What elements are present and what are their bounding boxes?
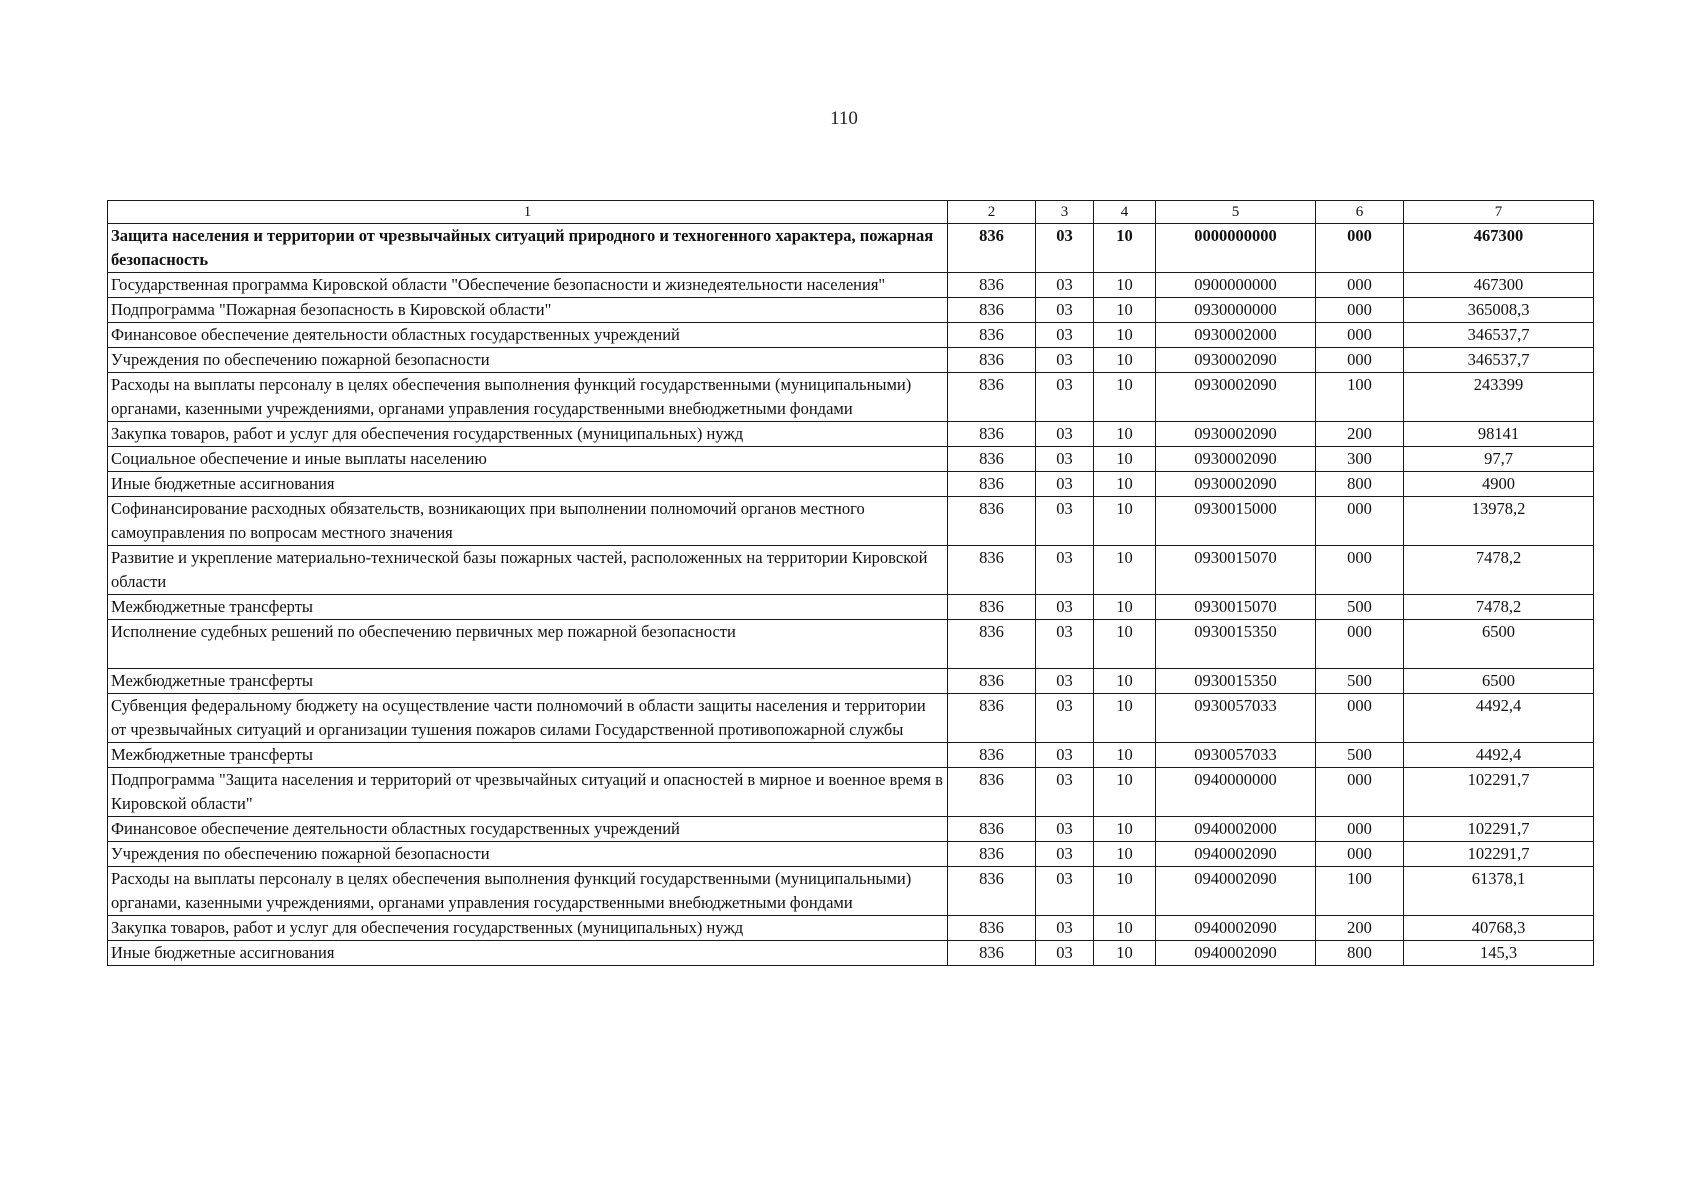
table-row xyxy=(108,373,1594,422)
cell-expense-type: 000 xyxy=(1316,842,1404,867)
table-row xyxy=(108,447,1594,472)
cell-code-2: 836 xyxy=(948,941,1036,966)
cell-expense-type: 000 xyxy=(1316,224,1404,273)
cell-target-article: 0930002090 xyxy=(1156,472,1316,497)
cell-name: Межбюджетные трансферты xyxy=(108,595,948,620)
cell-code-2: 836 xyxy=(948,768,1036,817)
cell-name: Расходы на выплаты персоналу в целях обеспечения выполнения функций государственными (муниципальными) органами, казенными учреждениями, органами управления государственными внебюджетными фондами xyxy=(108,373,948,422)
cell-target-article: 0930057033 xyxy=(1156,743,1316,768)
cell-subsection: 10 xyxy=(1094,323,1156,348)
cell-subsection: 10 xyxy=(1094,422,1156,447)
cell-target-article: 0940002090 xyxy=(1156,842,1316,867)
cell-name: Закупка товаров, работ и услуг для обеспечения государственных (муниципальных) нужд xyxy=(108,422,948,447)
header-cell-5: 5 xyxy=(1156,201,1316,224)
cell-name: Софинансирование расходных обязательств, возникающих при выполнении полномочий органов местного самоуправления по вопросам местного значения xyxy=(108,497,948,546)
header-row xyxy=(108,201,1594,224)
table-row xyxy=(108,669,1594,694)
cell-expense-type: 000 xyxy=(1316,620,1404,669)
cell-subsection: 10 xyxy=(1094,817,1156,842)
cell-expense-type: 000 xyxy=(1316,348,1404,373)
cell-section: 03 xyxy=(1036,323,1094,348)
table-row xyxy=(108,743,1594,768)
cell-code-2: 836 xyxy=(948,298,1036,323)
cell-subsection: 10 xyxy=(1094,694,1156,743)
cell-subsection: 10 xyxy=(1094,447,1156,472)
cell-code-2: 836 xyxy=(948,595,1036,620)
cell-section: 03 xyxy=(1036,273,1094,298)
cell-section: 03 xyxy=(1036,669,1094,694)
cell-subsection: 10 xyxy=(1094,273,1156,298)
cell-code-2: 836 xyxy=(948,817,1036,842)
cell-name: Исполнение судебных решений по обеспечению первичных мер пожарной безопасности xyxy=(108,620,948,669)
cell-subsection: 10 xyxy=(1094,941,1156,966)
cell-amount: 102291,7 xyxy=(1404,842,1594,867)
cell-expense-type: 500 xyxy=(1316,743,1404,768)
cell-name: Межбюджетные трансферты xyxy=(108,743,948,768)
cell-expense-type: 800 xyxy=(1316,941,1404,966)
cell-amount: 365008,3 xyxy=(1404,298,1594,323)
cell-subsection: 10 xyxy=(1094,546,1156,595)
cell-name: Межбюджетные трансферты xyxy=(108,669,948,694)
cell-subsection: 10 xyxy=(1094,472,1156,497)
cell-target-article: 0900000000 xyxy=(1156,273,1316,298)
cell-expense-type: 200 xyxy=(1316,916,1404,941)
cell-name: Иные бюджетные ассигнования xyxy=(108,941,948,966)
cell-subsection: 10 xyxy=(1094,743,1156,768)
cell-amount: 467300 xyxy=(1404,224,1594,273)
cell-amount: 102291,7 xyxy=(1404,768,1594,817)
cell-expense-type: 100 xyxy=(1316,867,1404,916)
cell-section: 03 xyxy=(1036,743,1094,768)
cell-amount: 13978,2 xyxy=(1404,497,1594,546)
cell-section: 03 xyxy=(1036,447,1094,472)
cell-section: 03 xyxy=(1036,373,1094,422)
table-body xyxy=(108,201,1594,966)
cell-target-article: 0940002090 xyxy=(1156,941,1316,966)
cell-amount: 97,7 xyxy=(1404,447,1594,472)
cell-amount: 346537,7 xyxy=(1404,323,1594,348)
cell-subsection: 10 xyxy=(1094,768,1156,817)
cell-code-2: 836 xyxy=(948,447,1036,472)
cell-name: Субвенция федеральному бюджету на осуществление части полномочий в области защиты населения и территории от чрезвычайных ситуаций и организации тушения пожаров силами Государственной противопожарной службы xyxy=(108,694,948,743)
cell-name: Закупка товаров, работ и услуг для обеспечения государственных (муниципальных) нужд xyxy=(108,916,948,941)
table-row xyxy=(108,298,1594,323)
cell-target-article: 0930015070 xyxy=(1156,595,1316,620)
cell-amount: 243399 xyxy=(1404,373,1594,422)
cell-amount: 4900 xyxy=(1404,472,1594,497)
cell-code-2: 836 xyxy=(948,497,1036,546)
table-row xyxy=(108,867,1594,916)
cell-name: Развитие и укрепление материально-технической базы пожарных частей, расположенных на территории Кировской области xyxy=(108,546,948,595)
cell-name: Учреждения по обеспечению пожарной безопасности xyxy=(108,348,948,373)
header-cell-6: 6 xyxy=(1316,201,1404,224)
cell-amount: 98141 xyxy=(1404,422,1594,447)
cell-target-article: 0940002090 xyxy=(1156,916,1316,941)
cell-name: Подпрограмма "Пожарная безопасность в Кировской области" xyxy=(108,298,948,323)
cell-section: 03 xyxy=(1036,422,1094,447)
table-row xyxy=(108,842,1594,867)
cell-name: Социальное обеспечение и иные выплаты населению xyxy=(108,447,948,472)
cell-target-article: 0930015350 xyxy=(1156,620,1316,669)
table-row xyxy=(108,546,1594,595)
header-cell-3: 3 xyxy=(1036,201,1094,224)
cell-expense-type: 500 xyxy=(1316,669,1404,694)
cell-amount: 40768,3 xyxy=(1404,916,1594,941)
cell-expense-type: 000 xyxy=(1316,768,1404,817)
cell-expense-type: 000 xyxy=(1316,323,1404,348)
cell-code-2: 836 xyxy=(948,224,1036,273)
cell-subsection: 10 xyxy=(1094,348,1156,373)
table-row xyxy=(108,817,1594,842)
cell-code-2: 836 xyxy=(948,323,1036,348)
cell-amount: 467300 xyxy=(1404,273,1594,298)
cell-name: Государственная программа Кировской области "Обеспечение безопасности и жизнедеятельности населения" xyxy=(108,273,948,298)
cell-expense-type: 500 xyxy=(1316,595,1404,620)
table-row xyxy=(108,472,1594,497)
cell-code-2: 836 xyxy=(948,867,1036,916)
cell-code-2: 836 xyxy=(948,842,1036,867)
cell-code-2: 836 xyxy=(948,743,1036,768)
cell-subsection: 10 xyxy=(1094,669,1156,694)
cell-amount: 145,3 xyxy=(1404,941,1594,966)
cell-amount: 61378,1 xyxy=(1404,867,1594,916)
cell-section: 03 xyxy=(1036,298,1094,323)
cell-subsection: 10 xyxy=(1094,224,1156,273)
cell-amount: 102291,7 xyxy=(1404,817,1594,842)
cell-section: 03 xyxy=(1036,546,1094,595)
cell-section: 03 xyxy=(1036,768,1094,817)
cell-target-article: 0940002000 xyxy=(1156,817,1316,842)
cell-target-article: 0930002000 xyxy=(1156,323,1316,348)
table-row xyxy=(108,768,1594,817)
table-row xyxy=(108,224,1594,273)
cell-expense-type: 800 xyxy=(1316,472,1404,497)
table-row xyxy=(108,273,1594,298)
cell-name: Учреждения по обеспечению пожарной безопасности xyxy=(108,842,948,867)
cell-section: 03 xyxy=(1036,224,1094,273)
cell-subsection: 10 xyxy=(1094,298,1156,323)
cell-name: Расходы на выплаты персоналу в целях обеспечения выполнения функций государственными (муниципальными) органами, казенными учреждениями, органами управления государственными внебюджетными фондами xyxy=(108,867,948,916)
cell-subsection: 10 xyxy=(1094,497,1156,546)
cell-section: 03 xyxy=(1036,472,1094,497)
cell-code-2: 836 xyxy=(948,348,1036,373)
cell-expense-type: 000 xyxy=(1316,817,1404,842)
cell-name: Защита населения и территории от чрезвычайных ситуаций природного и техногенного характера, пожарная безопасность xyxy=(108,224,948,273)
cell-subsection: 10 xyxy=(1094,916,1156,941)
cell-section: 03 xyxy=(1036,842,1094,867)
cell-target-article: 0930000000 xyxy=(1156,298,1316,323)
cell-target-article: 0930002090 xyxy=(1156,348,1316,373)
cell-name: Финансовое обеспечение деятельности областных государственных учреждений xyxy=(108,817,948,842)
cell-target-article: 0930015000 xyxy=(1156,497,1316,546)
cell-amount: 7478,2 xyxy=(1404,595,1594,620)
cell-section: 03 xyxy=(1036,694,1094,743)
cell-amount: 7478,2 xyxy=(1404,546,1594,595)
cell-target-article: 0940000000 xyxy=(1156,768,1316,817)
cell-name: Иные бюджетные ассигнования xyxy=(108,472,948,497)
cell-amount: 4492,4 xyxy=(1404,694,1594,743)
cell-subsection: 10 xyxy=(1094,595,1156,620)
cell-subsection: 10 xyxy=(1094,867,1156,916)
header-cell-2: 2 xyxy=(948,201,1036,224)
cell-section: 03 xyxy=(1036,916,1094,941)
cell-target-article: 0930002090 xyxy=(1156,373,1316,422)
cell-target-article: 0930015350 xyxy=(1156,669,1316,694)
table-row xyxy=(108,941,1594,966)
cell-section: 03 xyxy=(1036,817,1094,842)
table-row xyxy=(108,323,1594,348)
cell-amount: 6500 xyxy=(1404,669,1594,694)
cell-expense-type: 000 xyxy=(1316,298,1404,323)
page-number: 110 xyxy=(830,108,858,129)
cell-expense-type: 000 xyxy=(1316,497,1404,546)
table-row xyxy=(108,497,1594,546)
cell-expense-type: 200 xyxy=(1316,422,1404,447)
cell-code-2: 836 xyxy=(948,546,1036,595)
cell-code-2: 836 xyxy=(948,669,1036,694)
cell-code-2: 836 xyxy=(948,472,1036,497)
cell-section: 03 xyxy=(1036,941,1094,966)
cell-code-2: 836 xyxy=(948,422,1036,447)
table-row xyxy=(108,348,1594,373)
cell-section: 03 xyxy=(1036,620,1094,669)
header-cell-1: 1 xyxy=(108,201,948,224)
cell-amount: 6500 xyxy=(1404,620,1594,669)
cell-target-article: 0930002090 xyxy=(1156,447,1316,472)
header-cell-7: 7 xyxy=(1404,201,1594,224)
cell-name: Подпрограмма "Защита населения и территорий от чрезвычайных ситуаций и опасностей в мирное и военное время в Кировской области" xyxy=(108,768,948,817)
cell-code-2: 836 xyxy=(948,273,1036,298)
cell-name: Финансовое обеспечение деятельности областных государственных учреждений xyxy=(108,323,948,348)
cell-amount: 4492,4 xyxy=(1404,743,1594,768)
cell-target-article: 0000000000 xyxy=(1156,224,1316,273)
cell-section: 03 xyxy=(1036,348,1094,373)
table-row xyxy=(108,694,1594,743)
table-row xyxy=(108,422,1594,447)
cell-target-article: 0930015070 xyxy=(1156,546,1316,595)
cell-section: 03 xyxy=(1036,595,1094,620)
cell-code-2: 836 xyxy=(948,620,1036,669)
cell-expense-type: 000 xyxy=(1316,273,1404,298)
cell-section: 03 xyxy=(1036,867,1094,916)
cell-expense-type: 100 xyxy=(1316,373,1404,422)
cell-section: 03 xyxy=(1036,497,1094,546)
cell-subsection: 10 xyxy=(1094,842,1156,867)
cell-code-2: 836 xyxy=(948,916,1036,941)
header-cell-4: 4 xyxy=(1094,201,1156,224)
table-row xyxy=(108,620,1594,669)
cell-target-article: 0940002090 xyxy=(1156,867,1316,916)
cell-expense-type: 000 xyxy=(1316,546,1404,595)
cell-code-2: 836 xyxy=(948,373,1036,422)
cell-expense-type: 300 xyxy=(1316,447,1404,472)
cell-amount: 346537,7 xyxy=(1404,348,1594,373)
cell-subsection: 10 xyxy=(1094,620,1156,669)
cell-target-article: 0930002090 xyxy=(1156,422,1316,447)
budget-table xyxy=(107,200,1594,966)
table-row xyxy=(108,916,1594,941)
cell-expense-type: 000 xyxy=(1316,694,1404,743)
cell-subsection: 10 xyxy=(1094,373,1156,422)
cell-target-article: 0930057033 xyxy=(1156,694,1316,743)
table-row xyxy=(108,595,1594,620)
cell-code-2: 836 xyxy=(948,694,1036,743)
